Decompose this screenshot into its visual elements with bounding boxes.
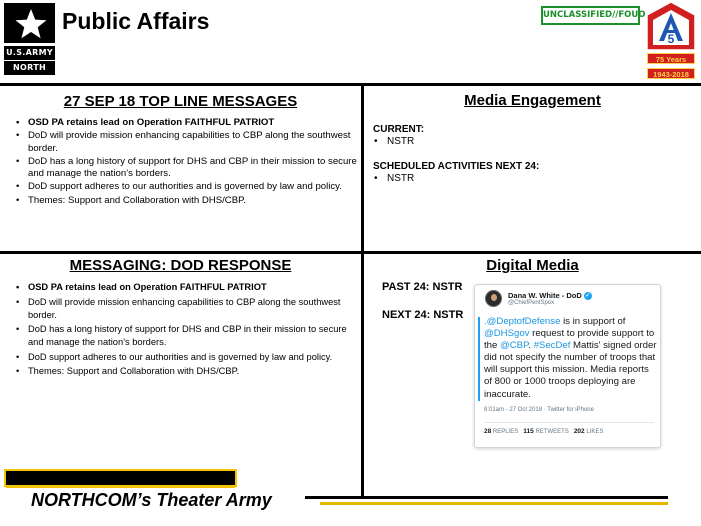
list-item: • DoD has a long history of support for DHS and CBP in their mission to secure and manage the nation’s borders.	[15, 323, 358, 349]
horizontal-divider	[0, 251, 701, 254]
tweet-quote-accent	[478, 317, 480, 401]
tweet-body	[484, 316, 658, 401]
tweet-retweets-count: 115	[523, 428, 534, 435]
footer-rule-black	[305, 496, 668, 499]
list-item: • NSTR	[373, 136, 414, 147]
list-item: • DoD will provide mission enhancing capabilities to CBP along the southwest border.	[15, 130, 358, 155]
header-divider	[0, 83, 701, 86]
footer-redaction-bar	[4, 469, 237, 487]
scheduled-activities-label: SCHEDULED ACTIVITIES NEXT 24:	[373, 161, 540, 172]
tweet-timestamp: 8:01am - 27 Oct 2018 · Twitter for iPhone	[484, 407, 594, 413]
fifth-army-patch	[645, 1, 697, 83]
embedded-tweet	[474, 284, 661, 448]
tweet-author-name	[508, 291, 592, 300]
footer-rule-gold	[320, 502, 668, 505]
list-item: • DoD has a long history of support for DHS and CBP in their mission to secure and manage the nation’s borders.	[15, 156, 358, 181]
avatar	[485, 290, 502, 307]
list-item: • Themes: Support and Collaboration with DHS/CBP.	[15, 365, 358, 378]
logo-text-north: NORTH	[4, 61, 55, 75]
top-line-messages-title: 27 SEP 18 TOP LINE MESSAGES	[63, 93, 298, 110]
tweet-replies-count: 28	[484, 428, 492, 435]
vertical-divider	[361, 86, 364, 498]
svg-text:5: 5	[667, 32, 675, 46]
tweet-mention-deptofdefense[interactable]: .@DeptofDefense	[484, 316, 561, 327]
current-label: CURRENT:	[373, 124, 425, 135]
digital-media-title: Digital Media	[486, 257, 579, 274]
media-engagement-title: Media Engagement	[464, 92, 601, 109]
list-item: • OSD PA retains lead on Operation FAITHFUL PATRIOT	[15, 117, 358, 130]
tweet-mention-cbp[interactable]: @CBP	[500, 340, 529, 352]
messaging-title: MESSAGING: DOD RESPONSE	[69, 257, 292, 274]
list-item: • DoD support adheres to our authorities and is governed by law and policy.	[15, 351, 358, 364]
list-item: • OSD PA retains lead on Operation FAITHFUL PATRIOT	[15, 281, 358, 294]
verified-icon: ✓	[585, 293, 591, 300]
patch-years-badge: 75 Years	[647, 53, 695, 64]
tweet-text-segment: Mattis' signed order did not specify the number of troops that will support this mission. Media reports of 800 or 1000 troops deploying are inaccurate.	[484, 340, 657, 400]
list-item: • Themes: Support and Collaboration with DHS/CBP.	[15, 195, 358, 208]
tweet-author-handle: @ChiefPentSpox	[508, 300, 555, 306]
page-title: Public Affairs	[62, 8, 210, 34]
logo-text-army: U.S.ARMY	[4, 46, 55, 60]
tweet-text-segment: is in support of	[560, 316, 626, 327]
messaging-list	[15, 281, 358, 380]
list-item: • DoD support adheres to our authorities and is governed by law and policy.	[15, 181, 358, 194]
tweet-likes-label: LIKES	[586, 429, 604, 435]
tweet-mention-dhsgov[interactable]: @DHSgov	[484, 328, 530, 340]
past-24-status: PAST 24: NSTR	[382, 281, 463, 293]
scheduled-activities-list	[373, 173, 414, 184]
tweet-replies-label: REPLIES	[492, 429, 519, 435]
tweet-text-segment: request to provide support to the	[484, 328, 655, 352]
fifth-army-shield-icon	[645, 1, 697, 51]
patch-dates-badge: 1943-2018	[647, 68, 695, 79]
classification-banner: UNCLASSIFIED//FOUO	[541, 6, 640, 25]
top-line-messages-list	[15, 117, 358, 208]
tweet-stats	[484, 428, 603, 435]
tweet-retweets-label: RETWEETS	[535, 429, 569, 435]
army-star-icon	[4, 3, 55, 43]
current-list	[373, 136, 414, 147]
tweet-text-segment: .	[528, 340, 534, 352]
list-item: • NSTR	[373, 173, 414, 184]
tweet-hashtag-secdef[interactable]: #SecDef	[533, 340, 571, 352]
next-24-status: NEXT 24: NSTR	[382, 309, 464, 321]
footer-title: NORTHCOM’s Theater Army	[31, 490, 272, 510]
army-north-logo	[4, 3, 55, 75]
tweet-likes-count: 202	[573, 428, 585, 435]
tweet-separator	[484, 422, 654, 423]
list-item: • DoD will provide mission enhancing capabilities to CBP along the southwest border.	[15, 296, 358, 322]
tweet-author-name-text: Dana W. White - DoD	[508, 291, 582, 300]
